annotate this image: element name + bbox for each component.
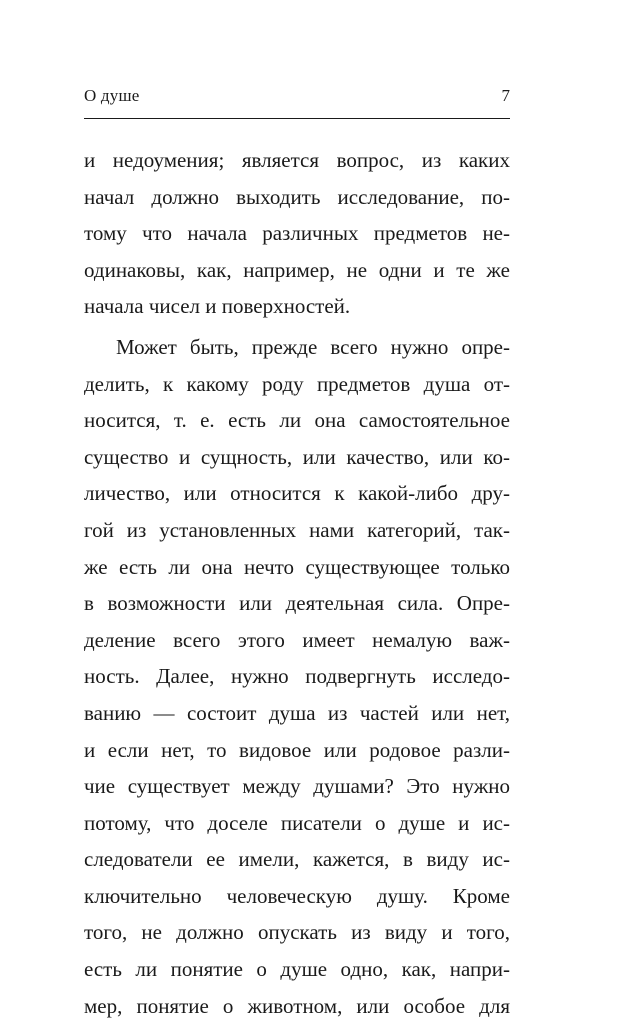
text-line: чие существует между душами? Это нужно: [84, 774, 510, 799]
text-line: потому, что доселе писатели о душе и ис-: [84, 810, 510, 835]
text-line: в возможности или деятельная сила. Опре-: [84, 591, 510, 616]
text-line: ключительно человеческую душу. Кроме: [84, 883, 510, 908]
text-line: и если нет, то видовое или родовое разли-: [84, 737, 510, 762]
body-text: [84, 142, 510, 1024]
text-line: делить, к какому роду предметов душа от-: [84, 371, 510, 396]
text-line: же есть ли она нечто существующее только: [84, 554, 510, 579]
page-number: 7: [501, 86, 510, 105]
text-line: деление всего этого имеет немалую важ-: [84, 627, 510, 652]
text-line: одинаковы, как, например, не одни и те же: [84, 257, 510, 282]
running-head: [84, 84, 510, 112]
text-line: существо и сущность, или качество, или ко-: [84, 444, 510, 469]
text-line: гой из установленных нами категорий, так-: [84, 517, 510, 542]
paragraph-1: [84, 142, 510, 325]
header-rule: [84, 118, 510, 119]
running-title: О душе: [84, 86, 140, 105]
text-line: того, не должно опускать из виду и того,: [84, 920, 510, 945]
text-line: начала чисел и поверхностей.: [84, 294, 351, 319]
text-line: есть ли понятие о душе одно, как, напри-: [84, 957, 510, 982]
text-line: начал должно выходить исследование, по-: [84, 184, 510, 209]
text-line: тому что начала различных предметов не-: [84, 221, 510, 246]
text-line: следователи ее имели, кажется, в виду ис-: [84, 847, 510, 872]
text-line: ность. Далее, нужно подвергнуть исследо-: [84, 664, 510, 689]
text-line: личество, или относится к какой-либо дру-: [84, 481, 510, 506]
paragraph-2: [84, 329, 510, 1024]
text-line: Может быть, прежде всего нужно опре-: [116, 334, 510, 359]
text-line: и недоумения; является вопрос, из каких: [84, 148, 510, 172]
text-line: мер, понятие о животном, или особое для: [84, 993, 510, 1018]
text-line: ванию — состоит душа из частей или нет,: [84, 700, 510, 725]
text-line: носится, т. е. есть ли она самостоятельное: [84, 408, 510, 433]
